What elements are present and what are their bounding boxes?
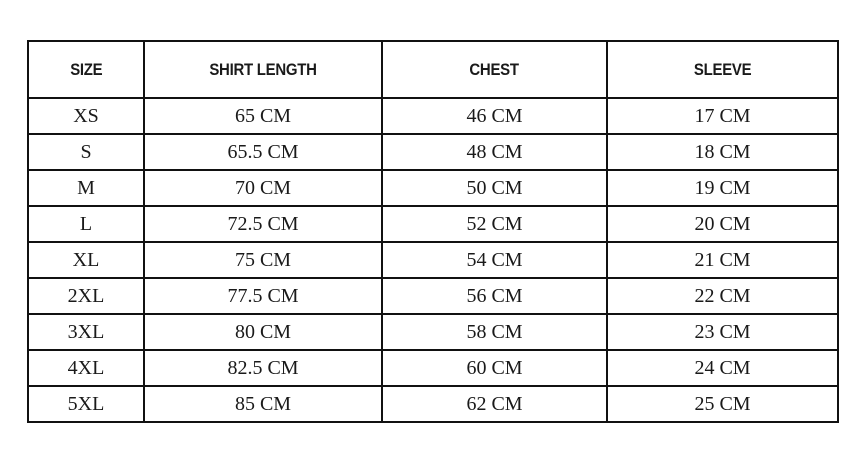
cell-size: 5XL bbox=[28, 386, 144, 422]
cell-shirt-length: 65.5 CM bbox=[144, 134, 382, 170]
cell-size: S bbox=[28, 134, 144, 170]
cell-sleeve: 18 CM bbox=[607, 134, 838, 170]
cell-chest: 48 CM bbox=[382, 134, 607, 170]
cell-chest: 58 CM bbox=[382, 314, 607, 350]
cell-sleeve: 19 CM bbox=[607, 170, 838, 206]
cell-shirt-length: 65 CM bbox=[144, 98, 382, 134]
header-row bbox=[28, 41, 838, 98]
cell-sleeve: 25 CM bbox=[607, 386, 838, 422]
header-sleeve: SLEEVE bbox=[607, 41, 838, 98]
cell-shirt-length: 82.5 CM bbox=[144, 350, 382, 386]
cell-chest: 46 CM bbox=[382, 98, 607, 134]
cell-shirt-length: 72.5 CM bbox=[144, 206, 382, 242]
cell-sleeve: 23 CM bbox=[607, 314, 838, 350]
cell-sleeve: 17 CM bbox=[607, 98, 838, 134]
size-chart-table bbox=[27, 40, 839, 423]
cell-shirt-length: 75 CM bbox=[144, 242, 382, 278]
cell-chest: 56 CM bbox=[382, 278, 607, 314]
cell-size: L bbox=[28, 206, 144, 242]
cell-chest: 62 CM bbox=[382, 386, 607, 422]
table-row bbox=[28, 278, 838, 314]
cell-shirt-length: 80 CM bbox=[144, 314, 382, 350]
cell-sleeve: 21 CM bbox=[607, 242, 838, 278]
header-size: SIZE bbox=[28, 41, 144, 98]
header-chest: CHEST bbox=[382, 41, 607, 98]
cell-chest: 54 CM bbox=[382, 242, 607, 278]
cell-shirt-length: 70 CM bbox=[144, 170, 382, 206]
cell-chest: 60 CM bbox=[382, 350, 607, 386]
cell-sleeve: 20 CM bbox=[607, 206, 838, 242]
cell-size: M bbox=[28, 170, 144, 206]
table-row bbox=[28, 206, 838, 242]
cell-size: 2XL bbox=[28, 278, 144, 314]
header-shirt-length: SHIRT LENGTH bbox=[144, 41, 382, 98]
cell-shirt-length: 77.5 CM bbox=[144, 278, 382, 314]
table-row bbox=[28, 98, 838, 134]
cell-size: XL bbox=[28, 242, 144, 278]
table-row bbox=[28, 314, 838, 350]
cell-size: 3XL bbox=[28, 314, 144, 350]
table-row bbox=[28, 386, 838, 422]
cell-size: XS bbox=[28, 98, 144, 134]
cell-sleeve: 22 CM bbox=[607, 278, 838, 314]
cell-shirt-length: 85 CM bbox=[144, 386, 382, 422]
table-row bbox=[28, 170, 838, 206]
cell-size: 4XL bbox=[28, 350, 144, 386]
table-row bbox=[28, 134, 838, 170]
table-row bbox=[28, 350, 838, 386]
cell-chest: 52 CM bbox=[382, 206, 607, 242]
cell-chest: 50 CM bbox=[382, 170, 607, 206]
table-row bbox=[28, 242, 838, 278]
cell-sleeve: 24 CM bbox=[607, 350, 838, 386]
